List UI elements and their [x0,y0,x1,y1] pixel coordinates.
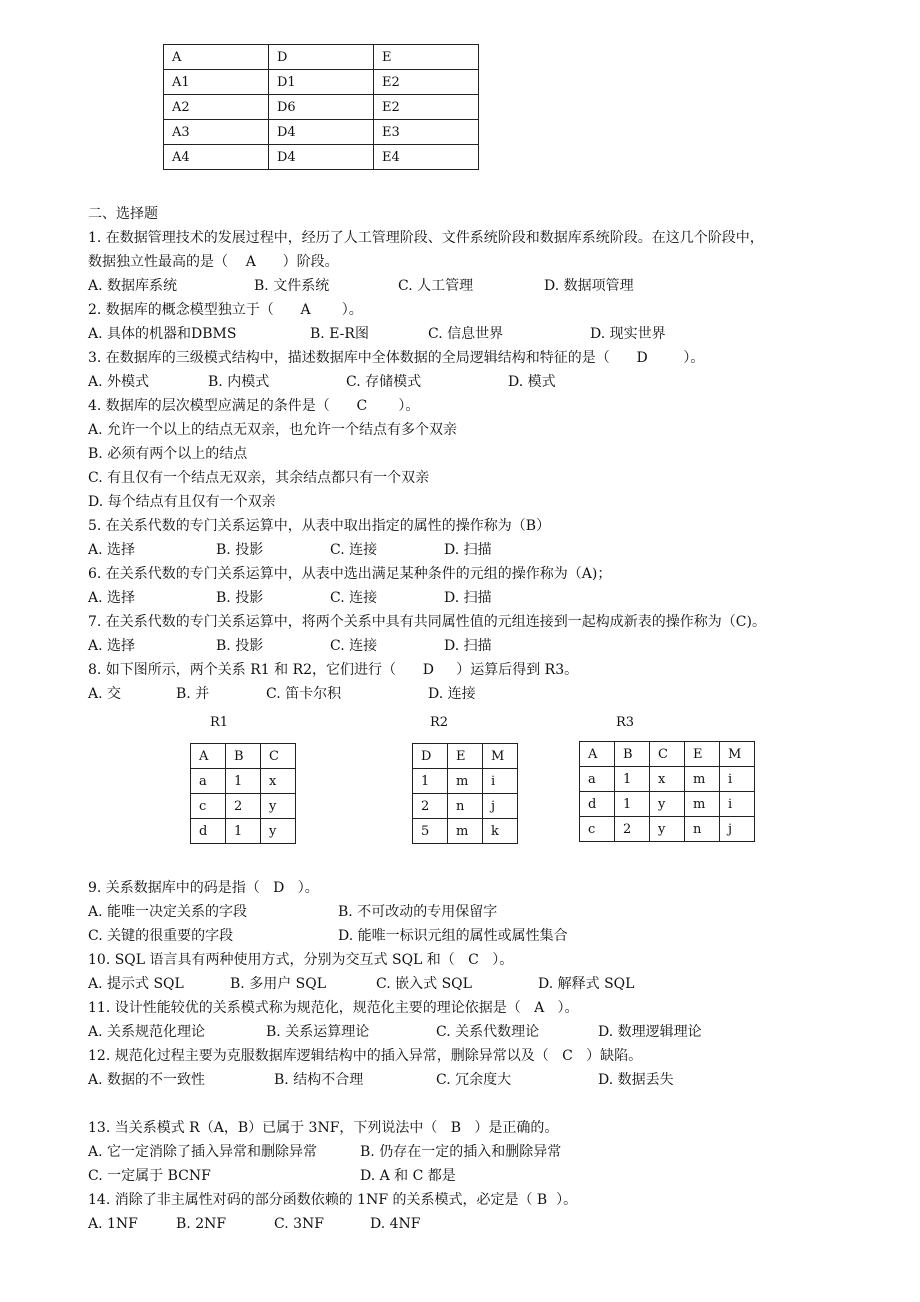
option-b: B. 2NF [176,1216,227,1232]
table-cell: D [269,45,374,70]
question-3-options [88,370,556,394]
table-cell: m [685,767,720,792]
table-cell: E3 [374,120,479,145]
option-b: B. 不可改动的专用保留字 [338,904,498,920]
table-cell: i [483,769,518,794]
table-cell: k [483,819,518,844]
table-cell: y [261,794,296,819]
table-cell: 1 [226,819,261,844]
table-row [191,744,296,769]
table-cell: A [580,742,615,767]
option-a: A. 具体的机器和DBMS [88,326,237,342]
option-c: C. 人工管理 [398,278,474,294]
table-cell: 1 [615,792,650,817]
table-cell: A3 [164,120,269,145]
question-10-options [88,972,634,996]
option-d: D. A 和 C 都是 [360,1168,456,1184]
table-cell: M [720,742,755,767]
table-cell: E [685,742,720,767]
question-2-options [88,322,666,346]
question-2-text: 2. 数据库的概念模型独立于（ A ）。 [88,302,363,318]
table-row [413,744,518,769]
table-cell: D [413,744,448,769]
table-cell: B [226,744,261,769]
table-row [580,792,755,817]
option-a: A. 1NF [88,1216,138,1232]
table-cell: 2 [226,794,261,819]
table-cell: j [720,817,755,842]
option-a: A. 交 [88,686,122,702]
option-b: B. 多用户 SQL [230,976,327,992]
question-9-options-ab [88,900,497,924]
option-c: C. 连接 [330,542,378,558]
table-cell: M [483,744,518,769]
question-13-options-ab [88,1140,561,1164]
option-a: A. 提示式 SQL [88,976,184,992]
table-row [413,769,518,794]
table-row [413,819,518,844]
table-cell: m [685,792,720,817]
table-cell: x [261,769,296,794]
table-row [580,742,755,767]
table-row [191,794,296,819]
option-c: C. 关键的很重要的字段 [88,928,234,944]
option-c: C. 连接 [330,638,378,654]
table-cell: 1 [226,769,261,794]
table-row [580,817,755,842]
option-d: D. 4NF [370,1216,421,1232]
option-d: D. 扫描 [444,542,492,558]
table-row [413,794,518,819]
table-row [580,767,755,792]
option-c: C. 有且仅有一个结点无双亲，其余结点都只有一个双亲 [88,470,430,486]
table-cell: a [580,767,615,792]
question-13-options-cd [88,1164,456,1188]
table-cell: A1 [164,70,269,95]
option-c: C. 一定属于 BCNF [88,1168,211,1184]
option-b: B. 文件系统 [254,278,330,294]
table-cell: A4 [164,145,269,170]
table-row [164,120,479,145]
option-d: D. 解释式 SQL [538,976,635,992]
table-cell: E [448,744,483,769]
question-1-text: 1. 在数据管理技术的发展过程中，经历了人工管理阶段、文件系统阶段和数据库系统阶段。在这几个阶段中， [88,230,764,246]
option-c: C. 存储模式 [346,374,422,390]
table-cell: E2 [374,95,479,120]
option-b: B. 关系运算理论 [266,1024,370,1040]
table-cell: d [580,792,615,817]
option-c: C. 笛卡尔积 [266,686,342,702]
option-a: A. 数据库系统 [88,278,178,294]
table-cell: 5 [413,819,448,844]
question-14-text: 14. 消除了非主属性对码的部分函数依赖的 1NF 的关系模式，必定是（ B ）。 [88,1192,578,1208]
table-cell: D6 [269,95,374,120]
option-b: B. 投影 [216,542,264,558]
option-b: B. E-R图 [310,326,369,342]
table-cell: 2 [615,817,650,842]
option-d: D. 每个结点有且仅有一个双亲 [88,494,276,510]
table-cell: E2 [374,70,479,95]
option-b: B. 结构不合理 [274,1072,364,1088]
table-cell: D4 [269,120,374,145]
table-cell: 1 [413,769,448,794]
option-d: D. 能唯一标识元组的属性或属性集合 [338,928,568,944]
table-row [164,145,479,170]
table-cell: 1 [615,767,650,792]
table-cell: 2 [413,794,448,819]
table-cell: i [720,767,755,792]
question-11-text: 11. 设计性能较优的关系模式称为规范化，规范化主要的理论依据是（ A ）。 [88,1000,579,1016]
option-b: B. 内模式 [208,374,270,390]
table-cell: a [191,769,226,794]
question-4-text: 4. 数据库的层次模型应满足的条件是（ C ）。 [88,398,420,414]
option-d: D. 连接 [428,686,476,702]
option-d: D. 数理逻辑理论 [598,1024,702,1040]
table-cell: B [615,742,650,767]
table-cell: A [191,744,226,769]
table-cell: m [448,819,483,844]
question-5-text: 5. 在关系代数的专门关系运算中，从表中取出指定的属性的操作称为（B） [88,518,551,534]
relation-r2-table [412,743,518,844]
option-a: A. 选择 [88,542,136,558]
top-data-table [163,44,479,170]
option-a: A. 它一定消除了插入异常和删除异常 [88,1144,318,1160]
table-cell: A [164,45,269,70]
table-cell: y [261,819,296,844]
question-8-options [88,682,476,706]
option-c: C. 嵌入式 SQL [376,976,472,992]
table-cell: E [374,45,479,70]
table-cell: i [720,792,755,817]
table-row [164,70,479,95]
table-cell: n [448,794,483,819]
table-row [191,769,296,794]
question-6-text: 6. 在关系代数的专门关系运算中，从表中选出满足某种条件的元组的操作称为（A)； [88,566,612,582]
option-d: D. 模式 [508,374,556,390]
option-b: B. 仍存在一定的插入和删除异常 [360,1144,562,1160]
option-a: A. 选择 [88,590,136,606]
option-d: D. 数据项管理 [544,278,634,294]
question-1-text-cont: 数据独立性最高的是（ A ）阶段。 [88,254,339,270]
option-a: A. 外模式 [88,374,150,390]
option-a: A. 选择 [88,638,136,654]
option-b: B. 并 [176,686,210,702]
question-3-text: 3. 在数据库的三级模式结构中，描述数据库中全体数据的全局逻辑结构和特征的是（ D ）。 [88,350,705,366]
relation-r1-table [190,743,296,844]
option-d: D. 现实世界 [590,326,666,342]
table-cell: j [483,794,518,819]
relation-r3-label: R3 [616,715,635,730]
option-a: A. 允许一个以上的结点无双亲，也允许一个结点有多个双亲 [88,422,458,438]
relation-r1-label: R1 [210,715,229,730]
option-b: B. 必须有两个以上的结点 [88,446,248,462]
table-row [164,95,479,120]
table-cell: A2 [164,95,269,120]
question-7-options [88,634,492,658]
table-cell: n [685,817,720,842]
question-10-text: 10. SQL 语言具有两种使用方式，分别为交互式 SQL 和（ C ）。 [88,952,514,968]
table-cell: x [650,767,685,792]
question-14-options [88,1212,421,1236]
table-row [191,819,296,844]
question-5-options [88,538,492,562]
relation-r2-label: R2 [430,715,449,730]
section-title: 二、选择题 [88,206,158,222]
table-cell: y [650,817,685,842]
table-cell: C [261,744,296,769]
option-a: A. 数据的不一致性 [88,1072,206,1088]
table-row [164,45,479,70]
question-6-options [88,586,492,610]
option-c: C. 信息世界 [428,326,504,342]
question-7-text: 7. 在关系代数的专门关系运算中，将两个关系中具有共同属性值的元组连接到一起构成新表的操作称为（C)。 [88,614,766,630]
option-c: C. 3NF [274,1216,324,1232]
table-cell: m [448,769,483,794]
question-9-options-cd [88,924,568,948]
question-11-options [88,1020,702,1044]
option-a: A. 关系规范化理论 [88,1024,206,1040]
question-12-options [88,1068,674,1092]
question-1-options [88,274,634,298]
question-13-text: 13. 当关系模式 R（A，B）已属于 3NF，下列说法中（ B ）是正确的。 [88,1120,559,1136]
table-cell: d [191,819,226,844]
table-cell: C [650,742,685,767]
option-c: C. 冗余度大 [436,1072,512,1088]
table-cell: E4 [374,145,479,170]
option-c: C. 关系代数理论 [436,1024,540,1040]
option-b: B. 投影 [216,638,264,654]
table-cell: D1 [269,70,374,95]
table-cell: D4 [269,145,374,170]
relation-r3-table [579,741,755,842]
option-b: B. 投影 [216,590,264,606]
option-d: D. 扫描 [444,638,492,654]
question-8-text: 8. 如下图所示，两个关系 R1 和 R2，它们进行（ D ）运算后得到 R3。 [88,662,579,678]
option-d: D. 扫描 [444,590,492,606]
table-cell: y [650,792,685,817]
question-9-text: 9. 关系数据库中的码是指（ D ）。 [88,880,319,896]
option-d: D. 数据丢失 [598,1072,674,1088]
table-cell: c [191,794,226,819]
table-cell: c [580,817,615,842]
question-12-text: 12. 规范化过程主要为克服数据库逻辑结构中的插入异常，删除异常以及（ C ）缺陷。 [88,1048,643,1064]
option-c: C. 连接 [330,590,378,606]
option-a: A. 能唯一决定关系的字段 [88,904,248,920]
